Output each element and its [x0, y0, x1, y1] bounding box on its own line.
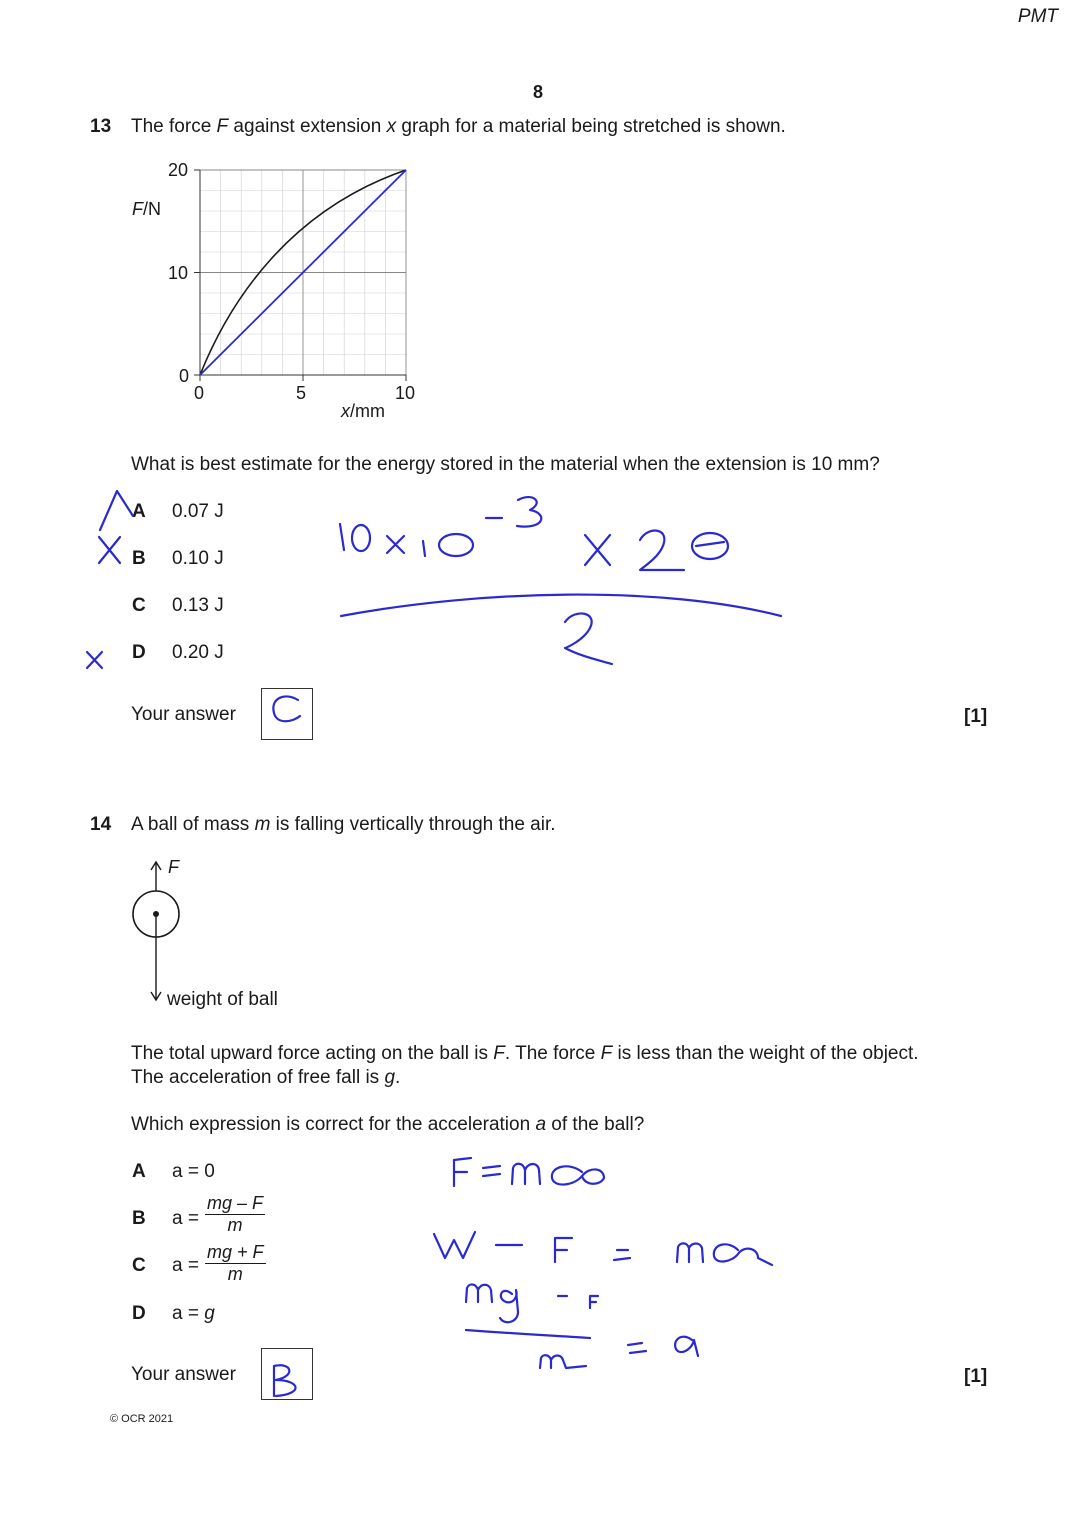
q13-option-c-letter: C — [132, 595, 146, 616]
q14-option-b-letter: B — [132, 1208, 146, 1229]
q14-option-c-letter: C — [132, 1255, 146, 1276]
q14-marks: [1] — [964, 1366, 988, 1387]
q14-option-c-lhs: a = — [172, 1255, 199, 1276]
q13-marks: [1] — [964, 706, 988, 727]
y-tick-10: 10 — [168, 263, 189, 283]
q13-option-a-letter: A — [132, 501, 146, 522]
y-tick-0: 0 — [179, 366, 190, 386]
q13-option-c-text: 0.13 J — [172, 595, 224, 616]
q14-option-b-fraction: $\frac{mg - F}{m}$ — [207, 1193, 264, 1235]
q14-option-a-letter: A — [132, 1161, 146, 1182]
q14-option-d-letter: D — [132, 1303, 146, 1324]
q14-option-c-fraction: $\frac{mg + F}{m}$ — [207, 1242, 264, 1284]
y-axis-label: F/N — [132, 199, 161, 219]
hw-digit-2 — [565, 613, 612, 664]
q13-stem: The force F against extension x graph for a material being stretched is shown. — [131, 116, 786, 137]
y-tick-20: 20 — [168, 160, 189, 180]
q13-number: 13 — [90, 116, 112, 137]
q13-question: What is best estimate for the energy stored in the material when the extension is 10 mm? — [131, 454, 880, 475]
q13-option-d-letter: D — [132, 642, 146, 663]
copyright: © OCR 2021 — [110, 1413, 174, 1425]
q14-stem: A ball of mass m is falling vertically through the air. — [131, 814, 556, 835]
pmt-watermark: PMT — [1017, 6, 1058, 27]
q14-answer-label: Your answer — [131, 1364, 236, 1385]
q14-option-d-expr: a = g — [172, 1303, 215, 1324]
hw-tick-a — [100, 491, 133, 530]
x-tick-10: 10 — [395, 383, 416, 403]
page-number: 8 — [533, 82, 544, 102]
x-axis-label: x/mm — [341, 401, 385, 421]
q13-answer-label: Your answer — [131, 704, 236, 725]
q14-number: 14 — [90, 814, 112, 835]
q13-option-d-text: 0.20 J — [172, 642, 224, 663]
upward-force-label: F — [168, 857, 179, 877]
hw-answer-c — [273, 696, 300, 721]
hw-cross-d — [87, 652, 102, 668]
hw-answer-b — [274, 1365, 296, 1396]
q13-option-b-text: 0.10 J — [172, 548, 224, 569]
q14-para-line2: The acceleration of free fall is g. — [131, 1067, 401, 1088]
q14-para-line1: The total upward force acting on the ball is F. The force F is less than the weight of the object. — [131, 1043, 919, 1064]
q14-option-b-lhs: a = — [172, 1208, 199, 1229]
q13-option-b-letter: B — [132, 548, 146, 569]
q14-option-a-expr: a = 0 — [172, 1161, 215, 1182]
weight-label: weight of ball — [167, 989, 278, 1010]
q14-question: Which expression is correct for the acceleration a of the ball? — [131, 1114, 645, 1135]
hw-cross-b — [99, 537, 120, 563]
q13-option-a-text: 0.07 J — [172, 501, 224, 522]
hw-fraction-line — [341, 595, 781, 616]
x-tick-0: 0 — [194, 383, 205, 403]
hw-digit-1 — [340, 524, 344, 550]
x-tick-5: 5 — [296, 383, 307, 403]
